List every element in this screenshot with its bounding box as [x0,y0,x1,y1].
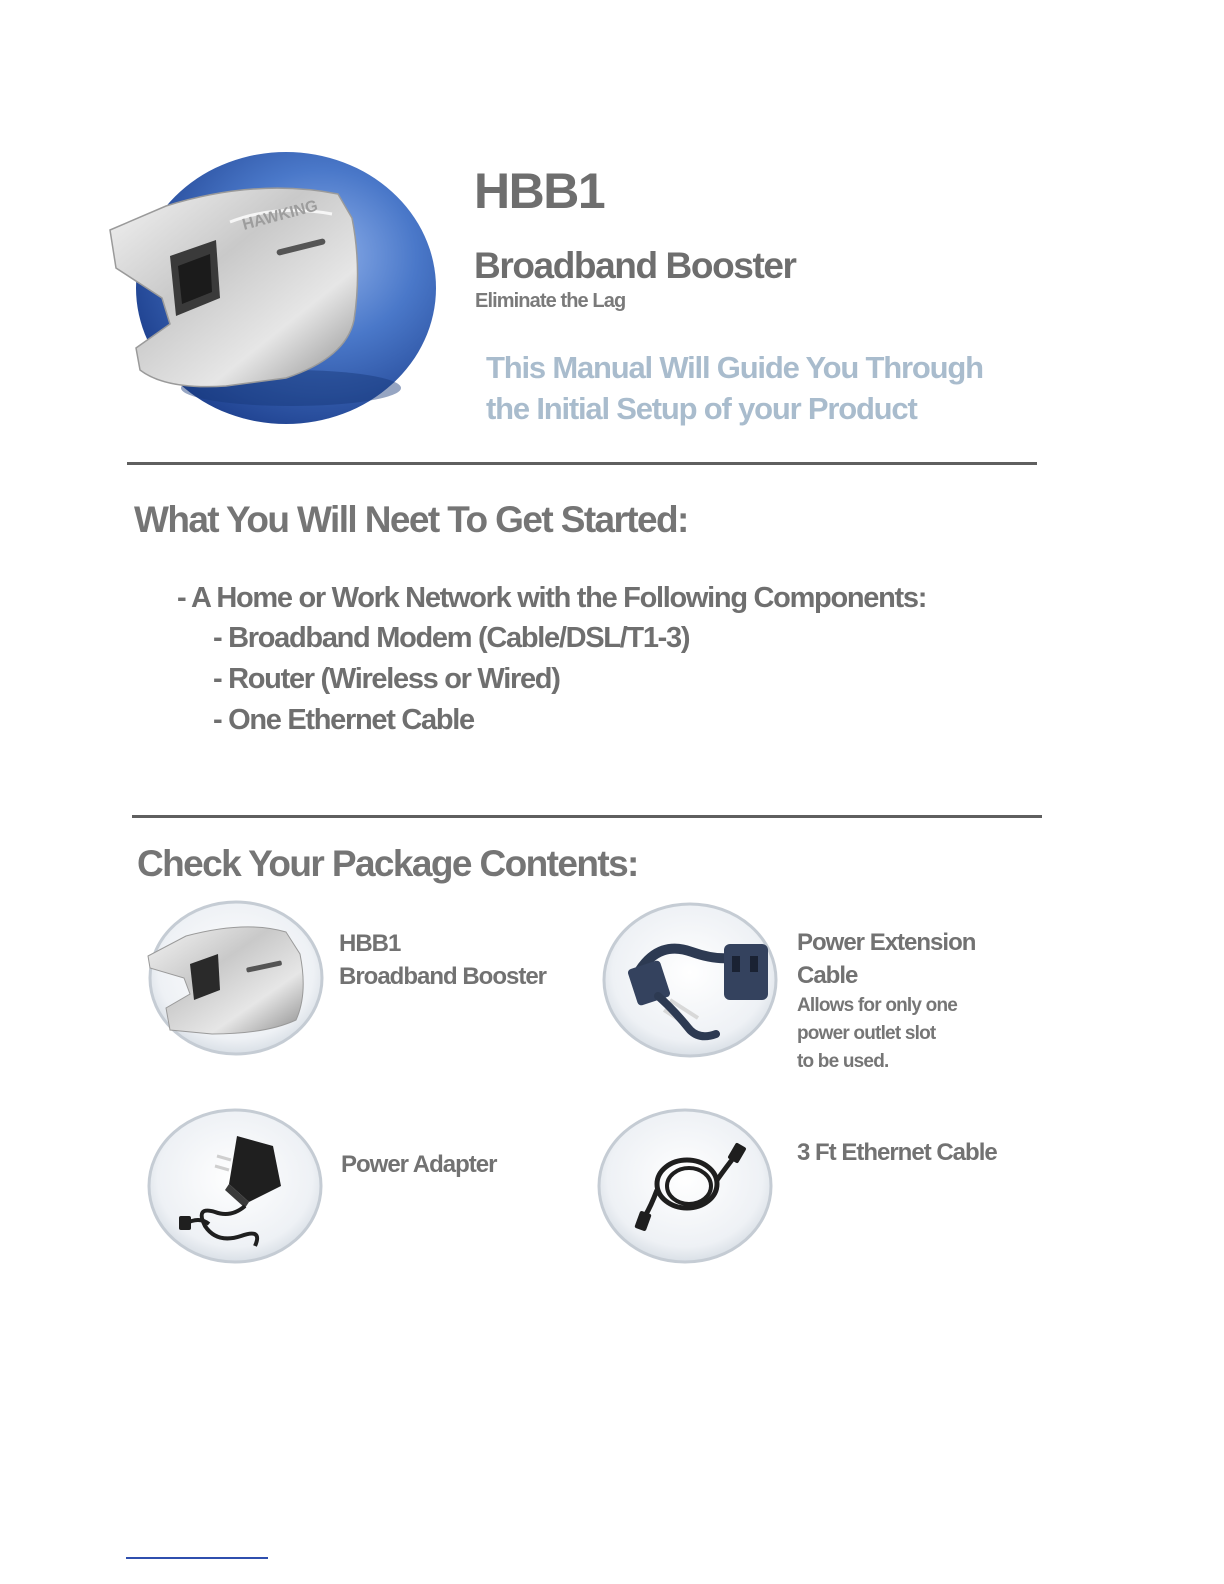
section-divider [127,462,1037,465]
manual-intro [486,347,983,429]
product-model-title: HBB1 [474,163,605,219]
product-name: Broadband Booster [474,245,796,286]
booster-hero-image [106,148,438,426]
package-item-power-adapter: Power Adapter [341,1151,497,1178]
package-item-ethernet-cable: 3 Ft Ethernet Cable [797,1139,997,1166]
booster-device-icon [146,898,326,1058]
manual-intro-line-2: the Initial Setup of your Product [486,391,917,426]
package-item-extension-cable-desc-1: Allows for only one [797,995,958,1016]
manual-intro-line-1: This Manual Will Guide You Through [486,350,983,385]
package-item-extension-cable-desc-3: to be used. [797,1051,889,1072]
package-item-extension-cable [797,926,1027,1076]
ethernet-cable-icon [595,1106,775,1266]
package-item-booster [339,927,546,993]
package-item-extension-cable-desc-2: power outlet slot [797,1023,936,1044]
power-adapter-icon [145,1106,325,1266]
product-tagline: Eliminate the Lag [475,290,626,312]
footnote-separator [126,1557,268,1559]
component-item-router: - Router (Wireless or Wired) [213,663,560,695]
package-item-booster-model: HBB1 [339,930,401,957]
component-item-ethernet: - One Ethernet Cable [213,704,474,736]
svg-text:HAWKING: HAWKING [240,197,320,234]
package-item-extension-cable-name-2: Cable [797,962,858,989]
power-extension-cable-icon [600,900,780,1060]
component-item-modem: - Broadband Modem (Cable/DSL/T1-3) [213,622,690,654]
requirement-item: - A Home or Work Network with the Following Components: [177,582,927,614]
package-item-extension-cable-name-1: Power Extension [797,929,976,956]
package-contents-heading: Check Your Package Contents: [137,843,638,884]
requirements-heading: What You Will Neet To Get Started: [134,499,688,540]
section-divider [132,815,1042,818]
package-item-booster-name: Broadband Booster [339,963,547,990]
